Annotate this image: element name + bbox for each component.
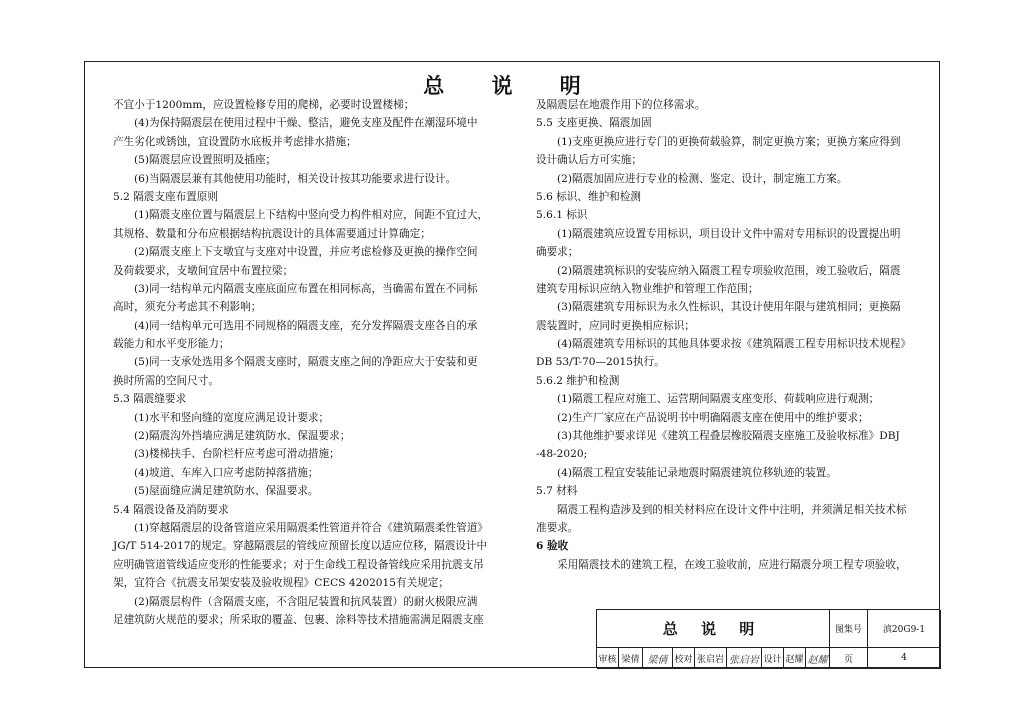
check-label: 校对 (673, 648, 695, 669)
design-label: 设计 (762, 648, 784, 669)
text-line: 确要求； (536, 246, 579, 259)
right-column (536, 96, 921, 574)
text-line: (2)隔震沟外挡墙应满足建筑防水、保温要求； (134, 430, 351, 443)
title-block-title: 总 说 明 (597, 610, 830, 648)
text-line: (5)隔震层应设置照明及插座； (134, 154, 277, 167)
text-line: 其规格、数量和分布应根据结构抗震设计的具体需要通过计算确定； (113, 227, 431, 240)
text-line: 换时所需的空间尺寸。 (113, 374, 219, 387)
text-line: (2)隔震层构件（含隔震支座，不含阻尼装置和抗风装置）的耐火极限应满 (134, 595, 478, 608)
reviewer-name: 梁倩 (619, 648, 643, 669)
text-line: (1)隔震支座位置与隔震层上下结构中竖向受力构件相对应，间距不宜过大， (134, 209, 489, 222)
text-line: (6)当隔震层兼有其他使用功能时，相关设计按其功能要求进行设计。 (134, 172, 457, 185)
text-line: (2)隔震加固应进行专业的检测、鉴定、设计，制定施工方案。 (557, 172, 848, 185)
text-line: (1)穿越隔震层的设备管道应采用隔震柔性管道并符合《建筑隔震柔性管道》 (134, 521, 489, 534)
text-line: 震装置时，应同时更换相应标识； (536, 319, 695, 332)
text-line: 设计确认后方可实施； (536, 154, 642, 167)
text-line: (3)同一结构单元内隔震支座底面应布置在相同标高，当确需布置在不同标 (134, 282, 478, 295)
text-line: (1)隔震工程应对施工、运营期间隔震支座变形、荷载响应进行观测； (557, 393, 880, 406)
text-line: 采用隔震技术的建筑工程，在竣工验收前，应进行隔震分项工程专项验收， (557, 558, 907, 571)
text-line: JG/T 514-2017的规定。穿越隔震层的管线应预留长度以适应位移，隔震设计中 (113, 540, 488, 553)
text-line: (1)水平和竖向缝的宽度应满足设计要求； (134, 411, 330, 424)
text-line: 隔震工程构造涉及到的相关材料应在设计文件中注明，并须满足相关技术标 (557, 503, 907, 516)
section-heading: 5.4 隔震设备及消防要求 (113, 503, 229, 516)
text-line: (2)隔震建筑标识的安装应纳入隔震工程专项验收范围，竣工验收后，隔震 (557, 264, 901, 277)
text-line: 应明确管道管线适应变形的性能要求；对于生命线工程设备管线应采用抗震支吊 (113, 558, 484, 571)
text-line: 及隔震层在地震作用下的位移需求。 (536, 99, 706, 111)
section-heading: 6 验收 (536, 540, 569, 553)
text-line: 架，宜符合《抗震支吊架安装及验收规程》CECS 4202015有关规定； (113, 577, 449, 590)
review-label: 审核 (597, 648, 619, 669)
text-line: (1)隔震建筑应设置专用标识，项目设计文件中需对专用标识的设置提出明 (557, 227, 901, 240)
left-column (113, 96, 508, 629)
text-line: (4)同一结构单元可选用不同规格的隔震支座，充分发挥隔震支座各自的承 (134, 319, 478, 332)
text-line: (5)同一支承处选用多个隔震支座时，隔震支座之间的净距应大于安装和更 (134, 356, 478, 369)
section-heading: 5.7 材料 (536, 485, 578, 498)
checker-name: 张启岩 (695, 648, 727, 669)
text-line: 及荷载要求，支墩间宜居中布置拉梁； (113, 264, 294, 277)
text-line: (2)隔震支座上下支墩宜与支座对中设置，并应考虑检修及更换的操作空间 (134, 246, 478, 259)
page-number: 4 (868, 648, 941, 669)
designer-signature: 赵耀 (806, 648, 830, 669)
text-line: (3)楼梯扶手、台阶栏杆应考虑可滑动措施； (134, 448, 340, 461)
section-heading: 5.6 标识、维护和检测 (536, 190, 641, 203)
atlas-number: 滇20G9-1 (868, 610, 941, 648)
text-line: 产生劣化或锈蚀，宜设置防水底板并考虑排水措施； (113, 135, 357, 148)
text-line: (3)其他维护要求详见《建筑工程叠层橡胶隔震支座施工及验收标准》DBJ (557, 430, 900, 443)
text-line: (3)隔震建筑专用标识为永久性标识，其设计使用年限与建筑相同；更换隔 (557, 301, 901, 314)
text-line: (5)屋面缝应满足建筑防水、保温要求。 (134, 485, 319, 498)
text-line: 不宜小于1200mm，应设置检修专用的爬梯，必要时设置楼梯； (113, 99, 415, 111)
text-line: 高时，须充分考虑其不利影响； (113, 301, 262, 314)
text-line: (4)隔震工程宜安装能记录地震时隔震建筑位移轨迹的装置。 (557, 466, 837, 479)
page-title: 总 说 明 (423, 74, 601, 98)
title-block (596, 609, 940, 668)
page-label: 页 (830, 648, 868, 669)
checker-signature: 张启岩 (727, 648, 762, 669)
text-line: (2)生产厂家应在产品说明书中明确隔震支座在使用中的维护要求； (557, 411, 869, 424)
designer-name: 赵耀 (784, 648, 806, 669)
text-line: 建筑专用标识应纳入物业维护和管理工作范围； (536, 282, 759, 295)
section-heading: 5.5 支座更换、隔震加固 (536, 117, 652, 130)
text-line: DB 53/T-70—2015执行。 (536, 356, 665, 369)
text-line: (4)隔震建筑专用标识的其他具体要求按《建筑隔震工程专用标识技术规程》 (557, 338, 912, 351)
text-line: (1)支座更换应进行专门的更换荷载验算，制定更换方案；更换方案应得到 (557, 135, 901, 148)
text-line: 载能力和水平变形能力； (113, 338, 230, 351)
text-line: (4)坡道、车库入口应考虑防掉落措施； (134, 466, 319, 479)
section-heading: 5.6.1 标识 (536, 209, 588, 222)
text-line: -48-2020; (536, 448, 588, 461)
atlas-label: 图集号 (830, 610, 868, 648)
section-heading: 5.6.2 维护和检测 (536, 374, 620, 387)
section-heading: 5.3 隔震缝要求 (113, 393, 187, 406)
text-line: (4)为保持隔震层在使用过程中干燥、整洁，避免支座及配件在潮湿环境中 (134, 117, 478, 130)
text-line: 准要求。 (536, 521, 579, 534)
text-line: 足建筑防火规范的要求；所采取的覆盖、包裹、涂料等技术措施需满足隔震支座 (113, 613, 484, 626)
section-heading: 5.2 隔震支座布置原则 (113, 190, 218, 203)
reviewer-signature: 梁倩 (643, 648, 673, 669)
